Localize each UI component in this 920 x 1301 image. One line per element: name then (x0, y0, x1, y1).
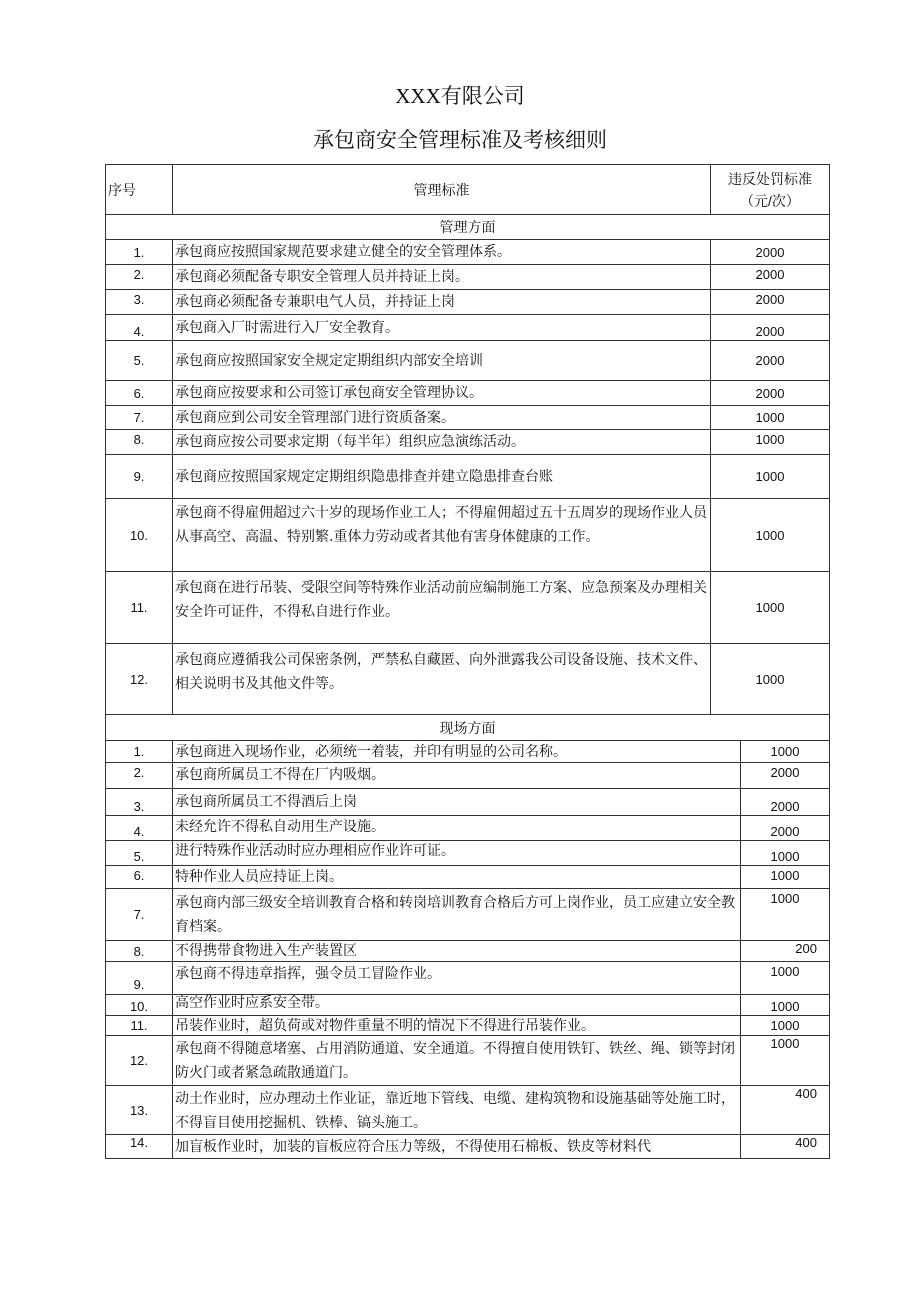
row-standard: 进行特殊作业活动时应办理相应作业许可证。 (173, 841, 741, 865)
table-row (105, 1016, 830, 1036)
row-penalty: 400 (795, 1135, 817, 1150)
company-name: XXX有限公司 (395, 84, 525, 108)
header-standard: 管理标准 (173, 165, 711, 214)
row-number: 7. (106, 406, 173, 429)
row-standard: 动土作业时，应办理动土作业证，靠近地下管线、电缆、建构筑物和设施基础等处施工时，不得盲目使用挖掘机、铁棒、镐头施工。 (173, 1086, 741, 1134)
row-penalty: 1000 (755, 600, 785, 615)
standards-table (105, 164, 830, 1159)
row-standard: 承包商必须配备专兼职电气人员，并持证上岗 (173, 290, 711, 314)
table-row (105, 1036, 830, 1086)
table-row (105, 430, 830, 455)
row-standard: 承包商应按照国家规范要求建立健全的安全管理体系。 (173, 240, 711, 264)
row-penalty: 2000 (755, 267, 785, 282)
row-standard: 承包商应按照国家安全规定定期组织内部安全培训 (173, 341, 711, 380)
table-row (105, 941, 830, 962)
row-penalty: 1000 (770, 999, 800, 1014)
header-penalty (711, 165, 829, 214)
row-number: 10. (106, 499, 173, 571)
table-header (105, 164, 830, 215)
table-row (105, 1086, 830, 1135)
table-row (105, 406, 830, 430)
row-standard: 加盲板作业时，加装的盲板应符合压力等级，不得使用石棉板、铁皮等材料代 (173, 1135, 741, 1158)
table-row (105, 889, 830, 941)
table-row (105, 381, 830, 406)
row-standard: 承包商不得违章指挥，强令员工冒险作业。 (173, 962, 741, 994)
table-row (105, 644, 830, 715)
row-standard: 不得携带食物进入生产装置区 (173, 941, 741, 961)
row-number: 11. (106, 572, 173, 643)
row-penalty: 200 (795, 941, 817, 956)
row-number: 1. (106, 741, 173, 762)
row-penalty: 1000 (770, 849, 800, 864)
row-number: 6. (106, 866, 173, 888)
table-row (105, 240, 830, 265)
row-penalty: 2000 (755, 385, 785, 401)
row-penalty: 2000 (770, 799, 800, 814)
row-penalty: 1000 (770, 891, 800, 906)
row-number: 8. (106, 430, 173, 454)
table-row (105, 290, 830, 315)
table-row (105, 341, 830, 381)
row-number: 9. (106, 455, 173, 498)
section-header-site: 现场方面 (105, 715, 830, 741)
row-number: 4. (106, 816, 173, 840)
row-number: 14. (106, 1135, 173, 1158)
row-number: 3. (106, 789, 173, 815)
table-row (105, 741, 830, 763)
row-number: 8. (106, 941, 173, 961)
row-standard: 承包商入厂时需进行入厂安全教育。 (173, 315, 711, 340)
row-number: 12. (106, 644, 173, 714)
table-row (105, 315, 830, 341)
row-standard: 承包商在进行吊装、受限空间等特殊作业活动前应编制施工方案、应急预案及办理相关安全许可证件，不得私自进行作业。 (173, 572, 711, 643)
row-penalty: 1000 (755, 432, 785, 447)
row-number: 10. (106, 995, 173, 1015)
table-row (105, 763, 830, 789)
row-number: 12. (106, 1036, 173, 1085)
row-standard: 承包商应按照国家规定定期组织隐患排查并建立隐患排查台账 (173, 455, 711, 498)
row-number: 13. (106, 1086, 173, 1134)
row-standard: 未经允许不得私自动用生产设施。 (173, 816, 741, 840)
row-penalty: 2000 (755, 244, 785, 260)
row-penalty: 1000 (770, 868, 800, 883)
table-row (105, 455, 830, 499)
header-penalty-line1: 违反处罚标准 (728, 170, 812, 187)
row-number: 5. (106, 841, 173, 865)
table-row (105, 962, 830, 995)
table-row (105, 866, 830, 889)
table-row (105, 265, 830, 290)
table-row (105, 499, 830, 572)
row-standard: 承包商不得随意堵塞、占用消防通道、安全通道。不得擅自使用铁钉、铁丝、绳、锁等封闭防火门或者紧急疏散通道门。 (173, 1036, 741, 1085)
row-penalty: 2000 (770, 765, 800, 780)
document-title: 承包商安全管理标准及考核细则 (313, 128, 607, 152)
row-number: 2. (106, 265, 173, 289)
table-row (105, 789, 830, 816)
row-penalty: 1000 (770, 744, 800, 759)
row-standard: 承包商应按要求和公司签订承包商安全管理协议。 (173, 381, 711, 405)
row-penalty: 1000 (755, 527, 785, 543)
table-row (105, 995, 830, 1016)
row-standard: 承包商必须配备专职安全管理人员并持证上岗。 (173, 265, 711, 289)
row-number: 6. (106, 381, 173, 405)
row-penalty: 2000 (755, 324, 785, 339)
row-number: 3. (106, 290, 173, 314)
row-penalty: 2000 (755, 353, 785, 368)
row-standard: 高空作业时应系安全带。 (173, 995, 741, 1015)
row-standard: 吊装作业时，超负荷或对物件重量不明的情况下不得进行吊装作业。 (173, 1016, 741, 1035)
row-standard: 承包商不得雇佣超过六十岁的现场作业工人；不得雇佣超过五十五周岁的现场作业人员从事高空、高温、特别繁.重体力劳动或者其他有害身体健康的工作。 (173, 499, 711, 571)
row-penalty: 1000 (770, 964, 800, 979)
row-number: 2. (106, 763, 173, 788)
table-row (105, 841, 830, 866)
row-standard: 承包商所属员工不得在厂内吸烟。 (173, 763, 741, 788)
row-number: 9. (106, 962, 173, 994)
row-penalty: 2000 (770, 824, 800, 839)
header-penalty-line2: （元/次） (740, 192, 800, 209)
row-penalty: 1000 (770, 1036, 800, 1051)
table-row (105, 816, 830, 841)
row-number: 7. (106, 889, 173, 940)
row-penalty: 1000 (770, 1018, 800, 1033)
row-standard: 承包商所属员工不得酒后上岗 (173, 789, 741, 815)
row-number: 4. (106, 315, 173, 340)
row-penalty: 2000 (755, 292, 785, 307)
section-header-management: 管理方面 (105, 215, 830, 240)
row-penalty: 400 (795, 1086, 817, 1101)
table-row (105, 572, 830, 644)
table-row (105, 1135, 830, 1159)
row-standard: 承包商应遵循我公司保密条例，严禁私自藏匿、向外泄露我公司设备设施、技术文件、相关说明书及其他文件等。 (173, 644, 711, 714)
row-number: 11. (106, 1016, 173, 1035)
row-standard: 承包商应到公司安全管理部门进行资质备案。 (173, 406, 711, 429)
row-standard: 承包商应按公司要求定期（每半年）组织应急演练活动。 (173, 430, 711, 454)
row-penalty: 1000 (755, 469, 785, 484)
row-number: 5. (106, 341, 173, 380)
row-number: 1. (106, 240, 173, 264)
header-num: 序号 (106, 165, 173, 214)
row-standard: 特种作业人员应持证上岗。 (173, 866, 741, 888)
row-penalty: 1000 (755, 671, 785, 687)
row-standard: 承包商内部三级安全培训教育合格和转岗培训教育合格后方可上岗作业，员工应建立安全教育档案。 (173, 889, 741, 940)
row-penalty: 1000 (755, 410, 785, 425)
row-standard: 承包商进入现场作业，必须统一着装，并印有明显的公司名称。 (173, 741, 741, 762)
